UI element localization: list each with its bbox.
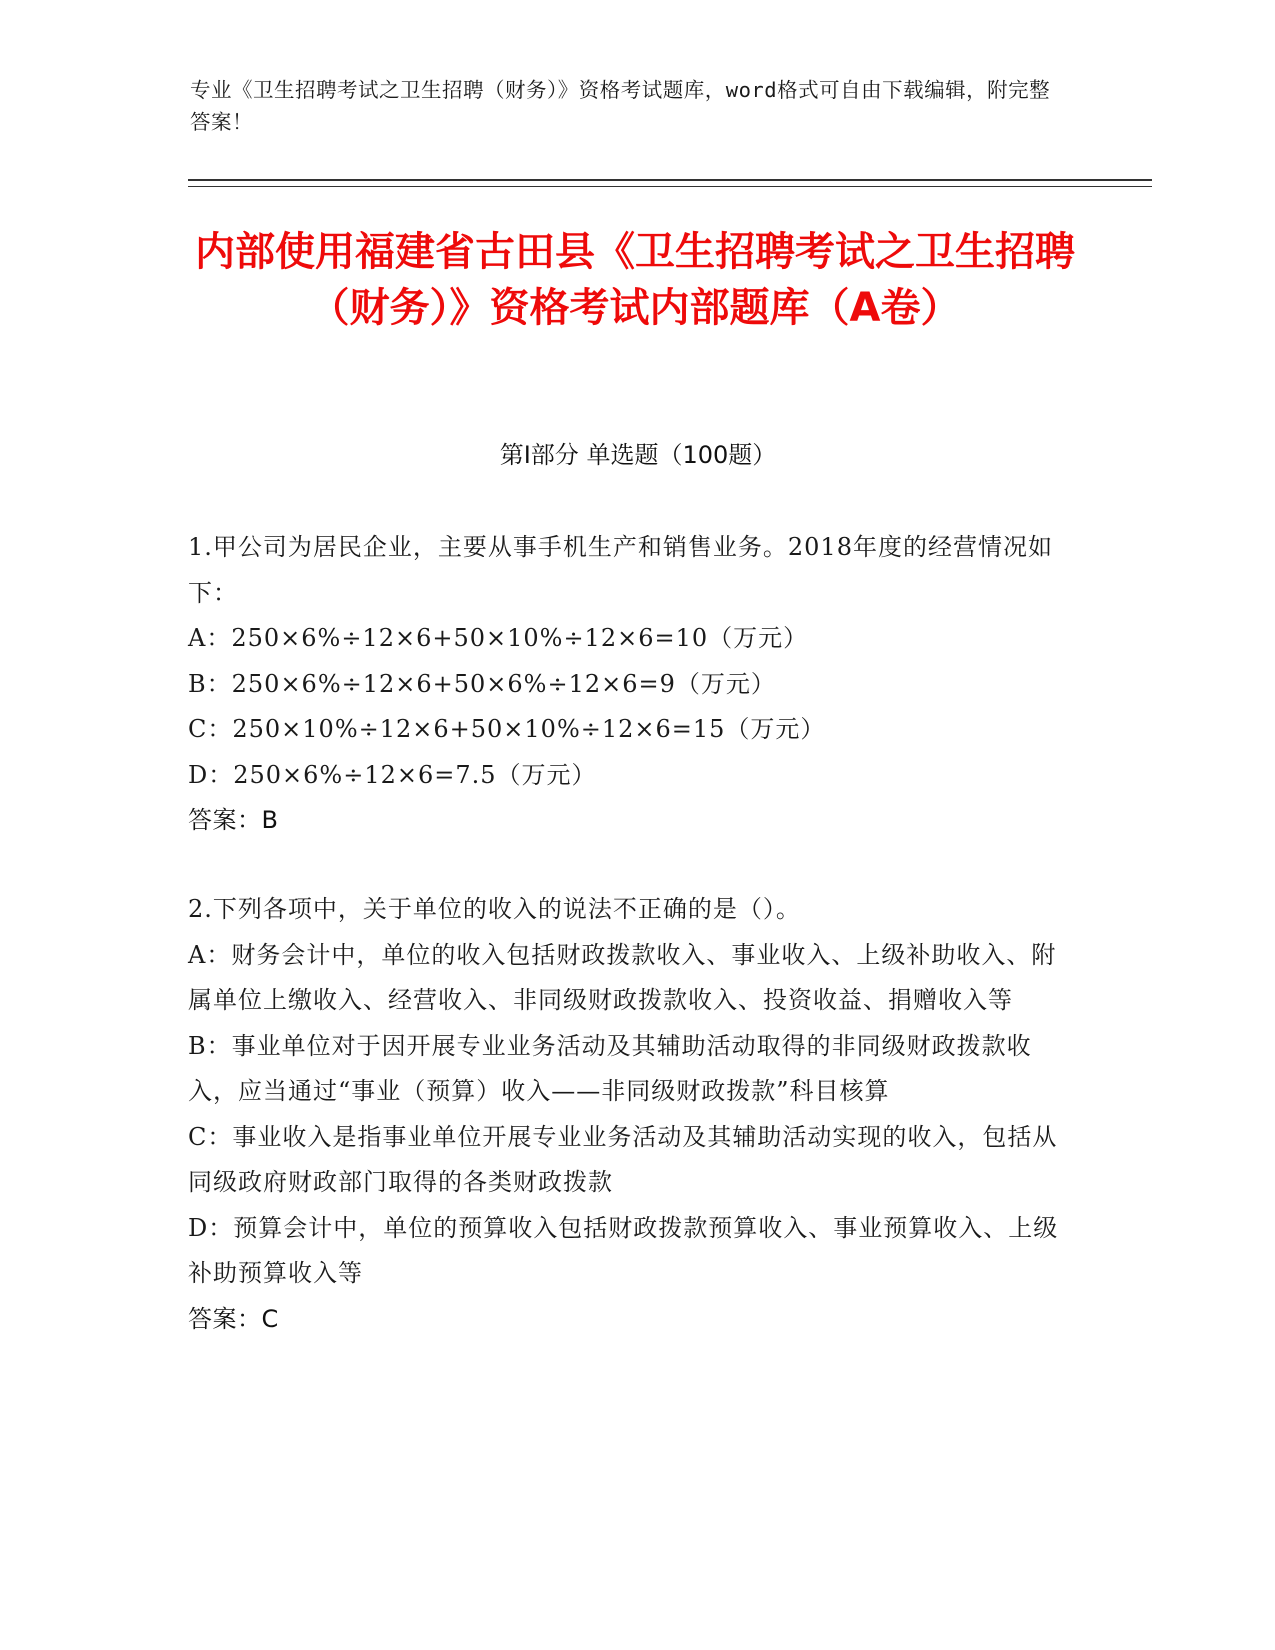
question-2: [188, 887, 1078, 1342]
header-divider: [188, 179, 1152, 181]
option-c: C：事业收入是指事业单位开展专业业务活动及其辅助活动实现的收入，包括从同级政府财政部门取得的各类财政拨款: [188, 1122, 1058, 1196]
option-d: D：预算会计中，单位的预算收入包括财政拨款预算收入、事业预算收入、上级补助预算收入等: [188, 1213, 1059, 1287]
header-divider-thin: [188, 186, 1152, 187]
option-b: B：事业单位对于因开展专业业务活动及其辅助活动取得的非同级财政拨款收入，应当通过“事业（预算）收入——非同级财政拨款”科目核算: [188, 1031, 1032, 1105]
section-title: 第I部分 单选题（100题）: [499, 441, 777, 469]
answer: 答案：C: [188, 1304, 279, 1333]
option-b: B：250×6%÷12×6+50×6%÷12×6=9（万元）: [188, 669, 776, 698]
document-title: 内部使用福建省古田县《卫生招聘考试之卫生招聘（财务）》资格考试内部题库（A卷）: [195, 229, 1075, 331]
question-stem: 1.甲公司为居民企业，主要从事手机生产和销售业务。2018年度的经营情况如下：: [188, 533, 1053, 607]
question-1: [188, 525, 1078, 844]
answer: 答案：B: [188, 806, 279, 834]
question-stem: 2.下列各项中，关于单位的收入的说法不正确的是（）。: [188, 895, 801, 923]
option-a: A：250×6%÷12×6+50×10%÷12×6=10（万元）: [188, 624, 809, 652]
option-a: A：财务会计中，单位的收入包括财政拨款收入、事业收入、上级补助收入、附属单位上缴收入、经营收入、非同级财政拨款收入、投资收益、捐赠收入等: [188, 940, 1057, 1014]
option-d: D：250×6%÷12×6=7.5（万元）: [188, 760, 597, 789]
header-note: 专业《卫生招聘考试之卫生招聘（财务）》资格考试题库，word格式可自由下载编辑，附完整答案！: [190, 78, 1051, 134]
option-c: C：250×10%÷12×6+50×10%÷12×6=15（万元）: [188, 715, 826, 743]
